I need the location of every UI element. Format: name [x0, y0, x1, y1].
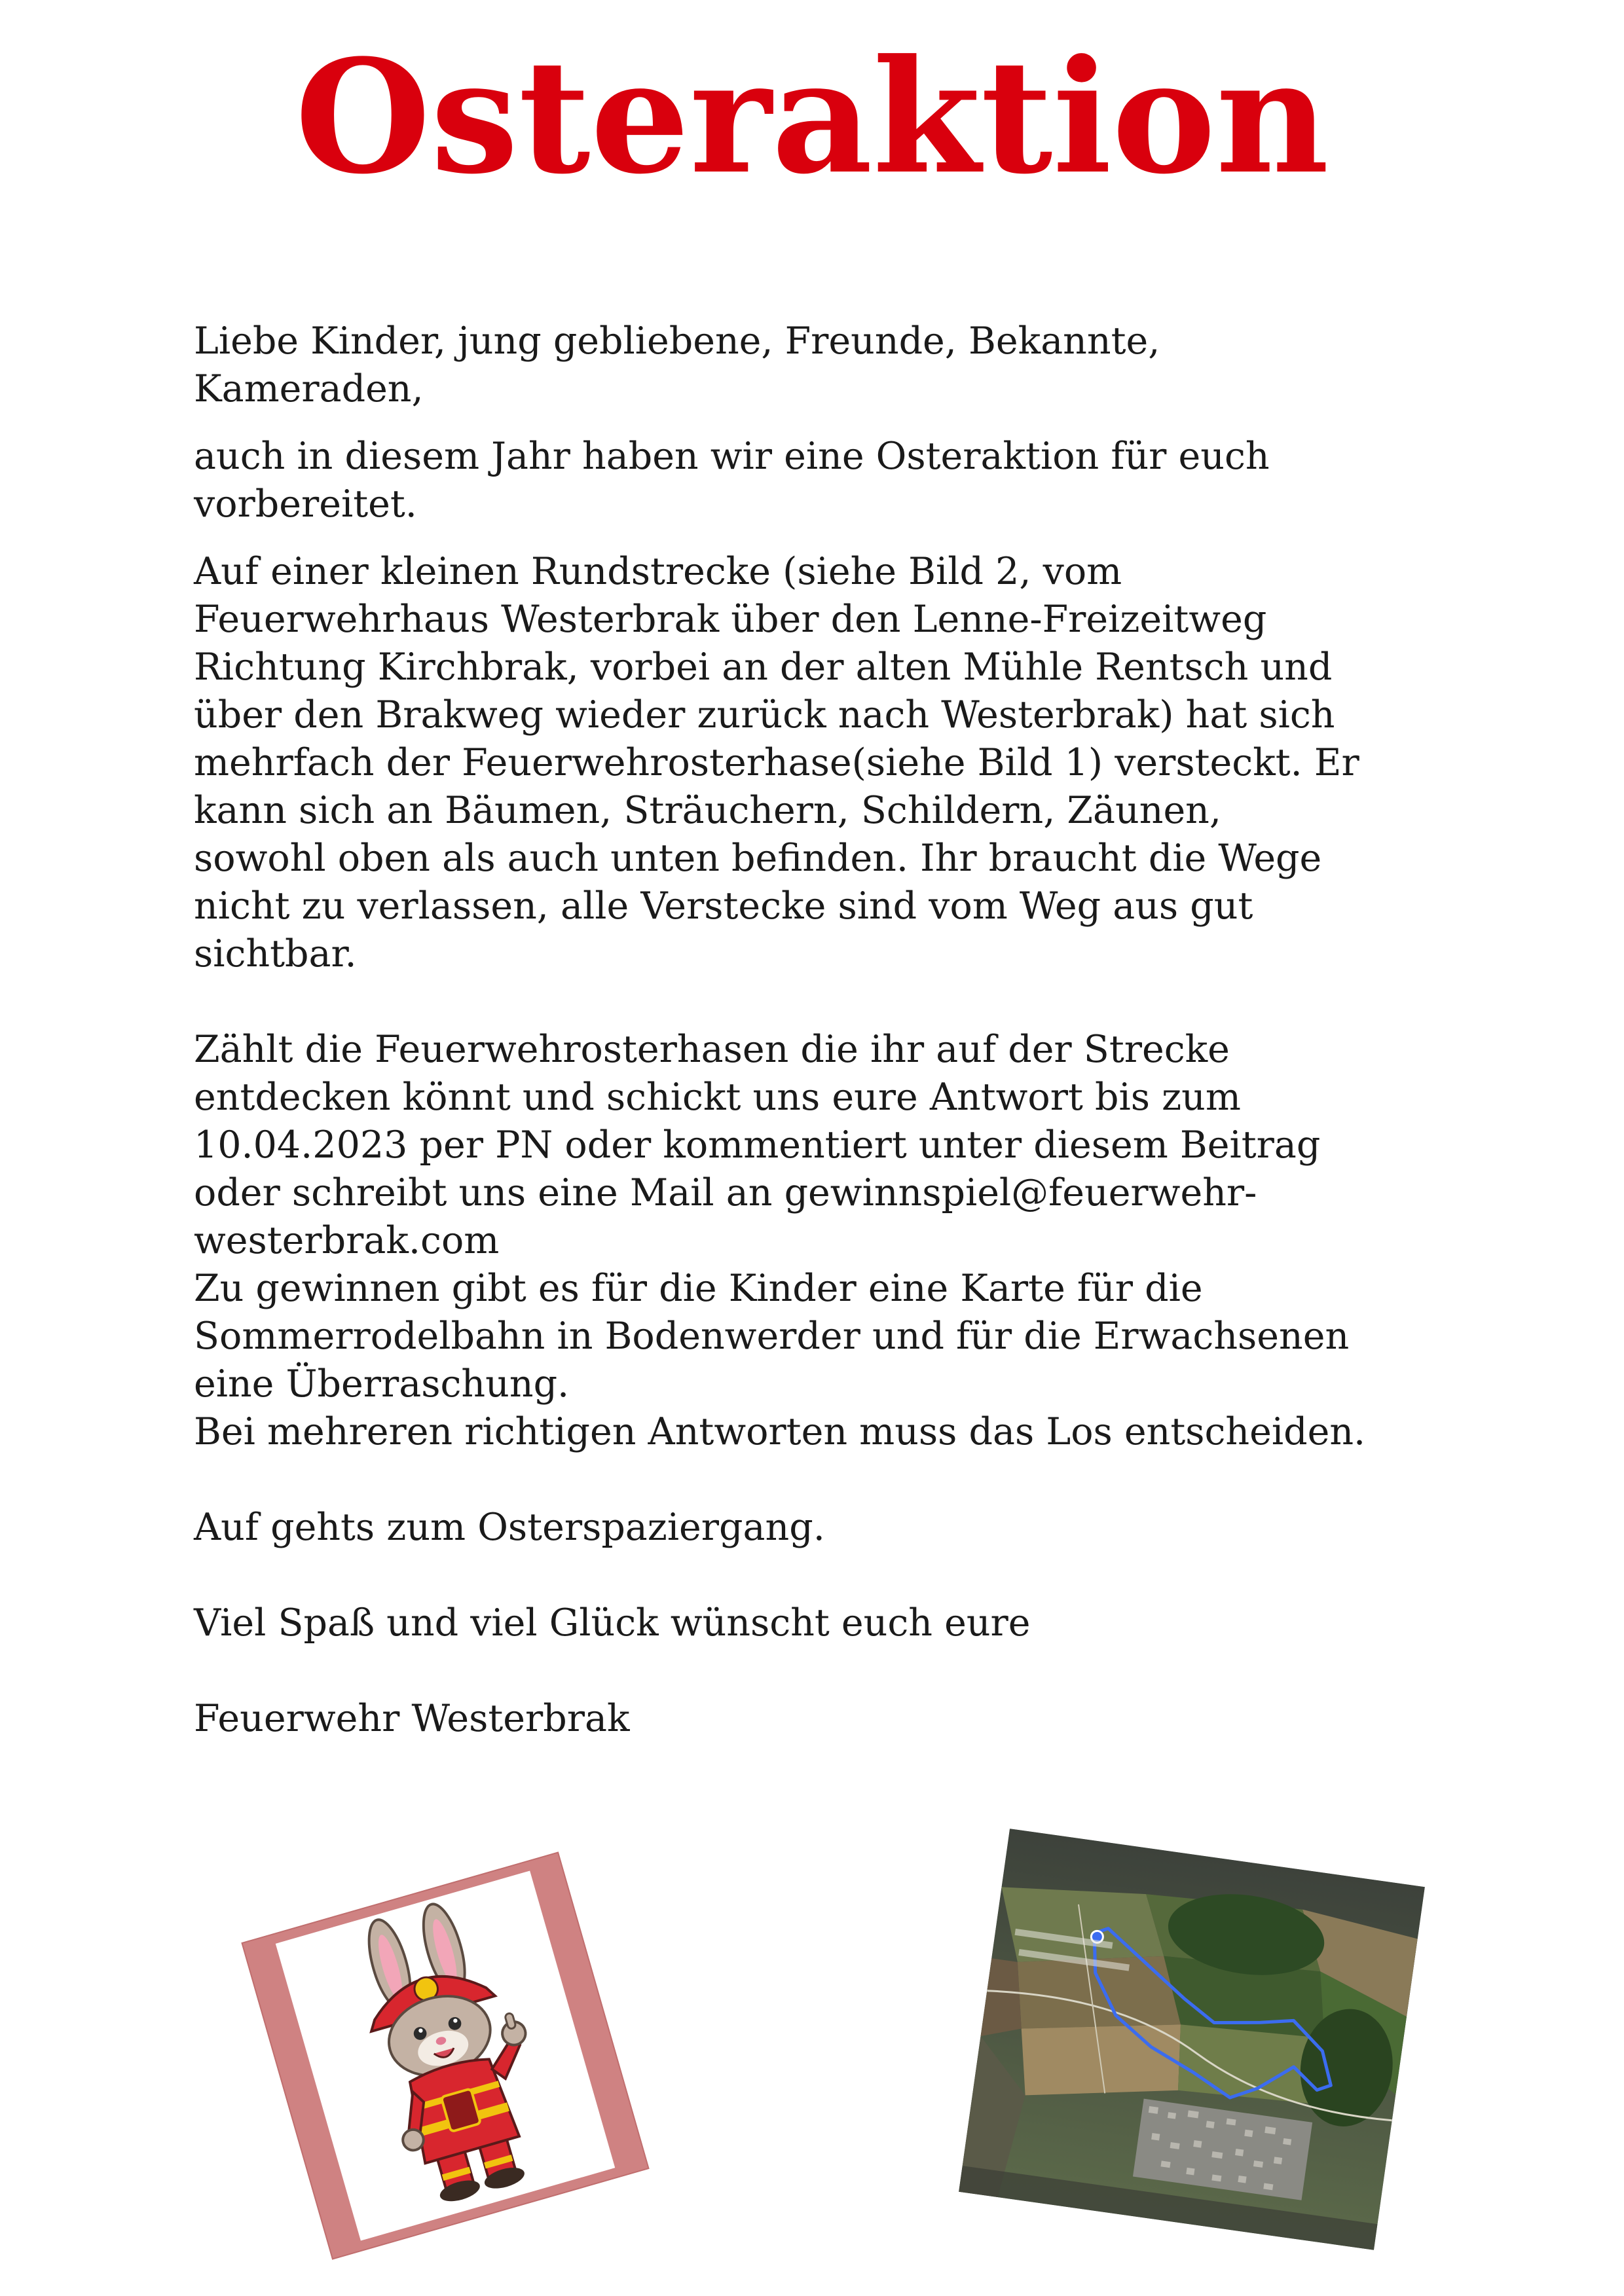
greeting-line-2: Kameraden, — [194, 367, 424, 410]
contest-line: entdecken könnt und schickt uns eure Antwort bis zum — [194, 1076, 1241, 1119]
closing-paragraph-2 — [194, 1599, 1477, 1647]
description-line: sichtbar. — [194, 932, 357, 975]
signature-paragraph — [194, 1695, 1477, 1743]
contest-line: Sommerrodelbahn in Bodenwerder und für die Erwachsenen — [194, 1315, 1350, 1358]
bunny-picture — [243, 1853, 648, 2258]
signature: Feuerwehr Westerbrak — [194, 1697, 630, 1740]
contest-line: oder schreibt uns eine Mail an gewinnspiel@feuerwehr- — [194, 1171, 1257, 1214]
intro-line-2: vorbereitet. — [194, 483, 417, 526]
page-title: Osteraktion — [295, 26, 1329, 209]
description-paragraph — [194, 548, 1477, 978]
contest-line: eine Überraschung. — [194, 1362, 570, 1406]
description-line: über den Brakweg wieder zurück nach Westerbrak) hat sich — [194, 693, 1335, 737]
description-line: sowohl oben als auch unten befinden. Ihr braucht die Wege — [194, 837, 1322, 880]
description-line: Auf einer kleinen Rundstrecke (siehe Bild 2, vom — [194, 550, 1122, 593]
contest-line: 10.04.2023 per PN oder kommentiert unter diesem Beitrag — [194, 1123, 1321, 1167]
contest-line: westerbrak.com — [194, 1219, 500, 1262]
firefighter-bunny-icon — [276, 1870, 615, 2240]
contest-line: Zu gewinnen gibt es für die Kinder eine Karte für die — [194, 1267, 1203, 1310]
closing-line-2: Viel Spaß und viel Glück wünscht euch eure — [194, 1601, 1031, 1645]
description-line: mehrfach der Feuerwehrosterhase(siehe Bild 1) versteckt. Er — [194, 741, 1359, 784]
contest-line: Bei mehreren richtigen Antworten muss das Los entscheiden. — [194, 1410, 1366, 1453]
flyer-body — [194, 318, 1477, 1743]
intro-line-1: auch in diesem Jahr haben wir eine Osteraktion für euch — [194, 435, 1270, 478]
closing-paragraph-1 — [194, 1504, 1477, 1552]
closing-line-1: Auf gehts zum Osterspaziergang. — [194, 1506, 825, 1549]
route-map-picture — [959, 1829, 1425, 2250]
description-line: Feuerwehrhaus Westerbrak über den Lenne-Freizeitweg — [194, 598, 1267, 641]
description-line: Richtung Kirchbrak, vorbei an der alten Mühle Rentsch und — [194, 646, 1333, 689]
contest-paragraph — [194, 1026, 1477, 1456]
route-map-icon — [959, 1829, 1425, 2250]
contest-line: Zählt die Feuerwehrosterhasen die ihr auf der Strecke — [194, 1028, 1230, 1071]
description-line: nicht zu verlassen, alle Verstecke sind vom Weg aus gut — [194, 884, 1253, 928]
intro-paragraph — [194, 433, 1477, 528]
greeting-line-1: Liebe Kinder, jung gebliebene, Freunde, Bekannte, — [194, 319, 1160, 363]
greeting-paragraph — [194, 318, 1477, 413]
description-line: kann sich an Bäumen, Sträuchern, Schildern, Zäunen, — [194, 789, 1222, 832]
